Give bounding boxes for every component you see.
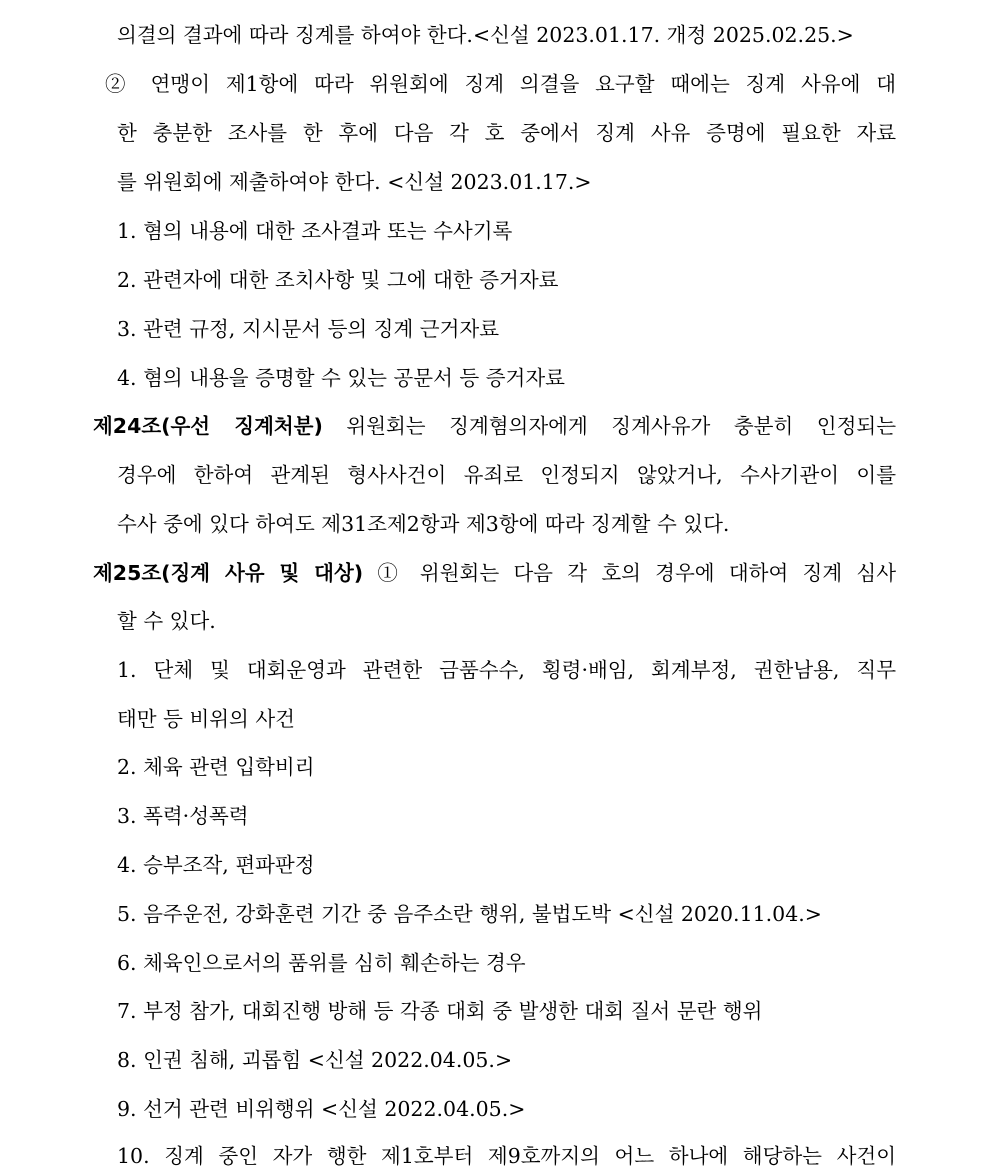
text-line: 한 충분한 조사를 한 후에 다음 각 호 중에서 징계 사유 증명에 필요한 자료 [117, 121, 896, 145]
article-heading: 제25조(징계 사유 및 대상) [93, 561, 364, 585]
list-item: 2. 관련자에 대한 조치사항 및 그에 대한 증거자료 [117, 268, 559, 292]
article-line [93, 558, 896, 588]
list-item: 9. 선거 관련 비위행위 <신설 2022.04.05.> [117, 1097, 526, 1121]
list-item: 10. 징계 중인 자가 행한 제1호부터 제9호까지의 어느 하나에 해당하는 사건이 [117, 1144, 896, 1168]
list-item: 1. 단체 및 대회운영과 관련한 금품수수, 횡령·배임, 회계부정, 권한남용, 직무 [117, 658, 896, 682]
list-item: 4. 승부조작, 편파판정 [117, 853, 315, 877]
text-line: 의결의 결과에 따라 징계를 하여야 한다.<신설 2023.01.17. 개정 2025.02.25.> [117, 23, 854, 47]
text-line: 경우에 한하여 관계된 형사사건이 유죄로 인정되지 않았거나, 수사기관이 이를 [117, 463, 896, 487]
article-heading: 제24조(우선 징계처분) [93, 414, 323, 438]
list-item: 1. 혐의 내용에 대한 조사결과 또는 수사기록 [117, 219, 513, 243]
article-text: ① 위원회는 다음 각 호의 경우에 대하여 징계 심사 [363, 561, 896, 585]
text-line: 를 위원회에 제출하여야 한다. <신설 2023.01.17.> [117, 170, 592, 194]
list-item: 5. 음주운전, 강화훈련 기간 중 음주소란 행위, 불법도박 <신설 2020.11.04.> [117, 902, 822, 926]
list-item: 2. 체육 관련 입학비리 [117, 755, 315, 779]
article-text: 위원회는 징계혐의자에게 징계사유가 충분히 인정되는 [322, 414, 897, 438]
text-line: 태만 등 비위의 사건 [117, 707, 295, 731]
list-item: 7. 부정 참가, 대회진행 방해 등 각종 대회 중 발생한 대회 질서 문란 행위 [117, 999, 763, 1023]
list-item: 3. 폭력·성폭력 [117, 804, 249, 828]
list-item: 3. 관련 규정, 지시문서 등의 징계 근거자료 [117, 317, 500, 341]
list-item: 4. 혐의 내용을 증명할 수 있는 공문서 등 증거자료 [117, 366, 565, 390]
text-line: 수사 중에 있다 하여도 제31조제2항과 제3항에 따라 징계할 수 있다. [117, 512, 730, 536]
text-line: ② 연맹이 제1항에 따라 위원회에 징계 의결을 요구할 때에는 징계 사유에 대 [105, 72, 896, 96]
list-item: 8. 인권 침해, 괴롭힘 <신설 2022.04.05.> [117, 1048, 513, 1072]
list-item: 6. 체육인으로서의 품위를 심히 훼손하는 경우 [117, 951, 526, 975]
text-line: 할 수 있다. [117, 609, 216, 633]
article-line [93, 411, 896, 441]
